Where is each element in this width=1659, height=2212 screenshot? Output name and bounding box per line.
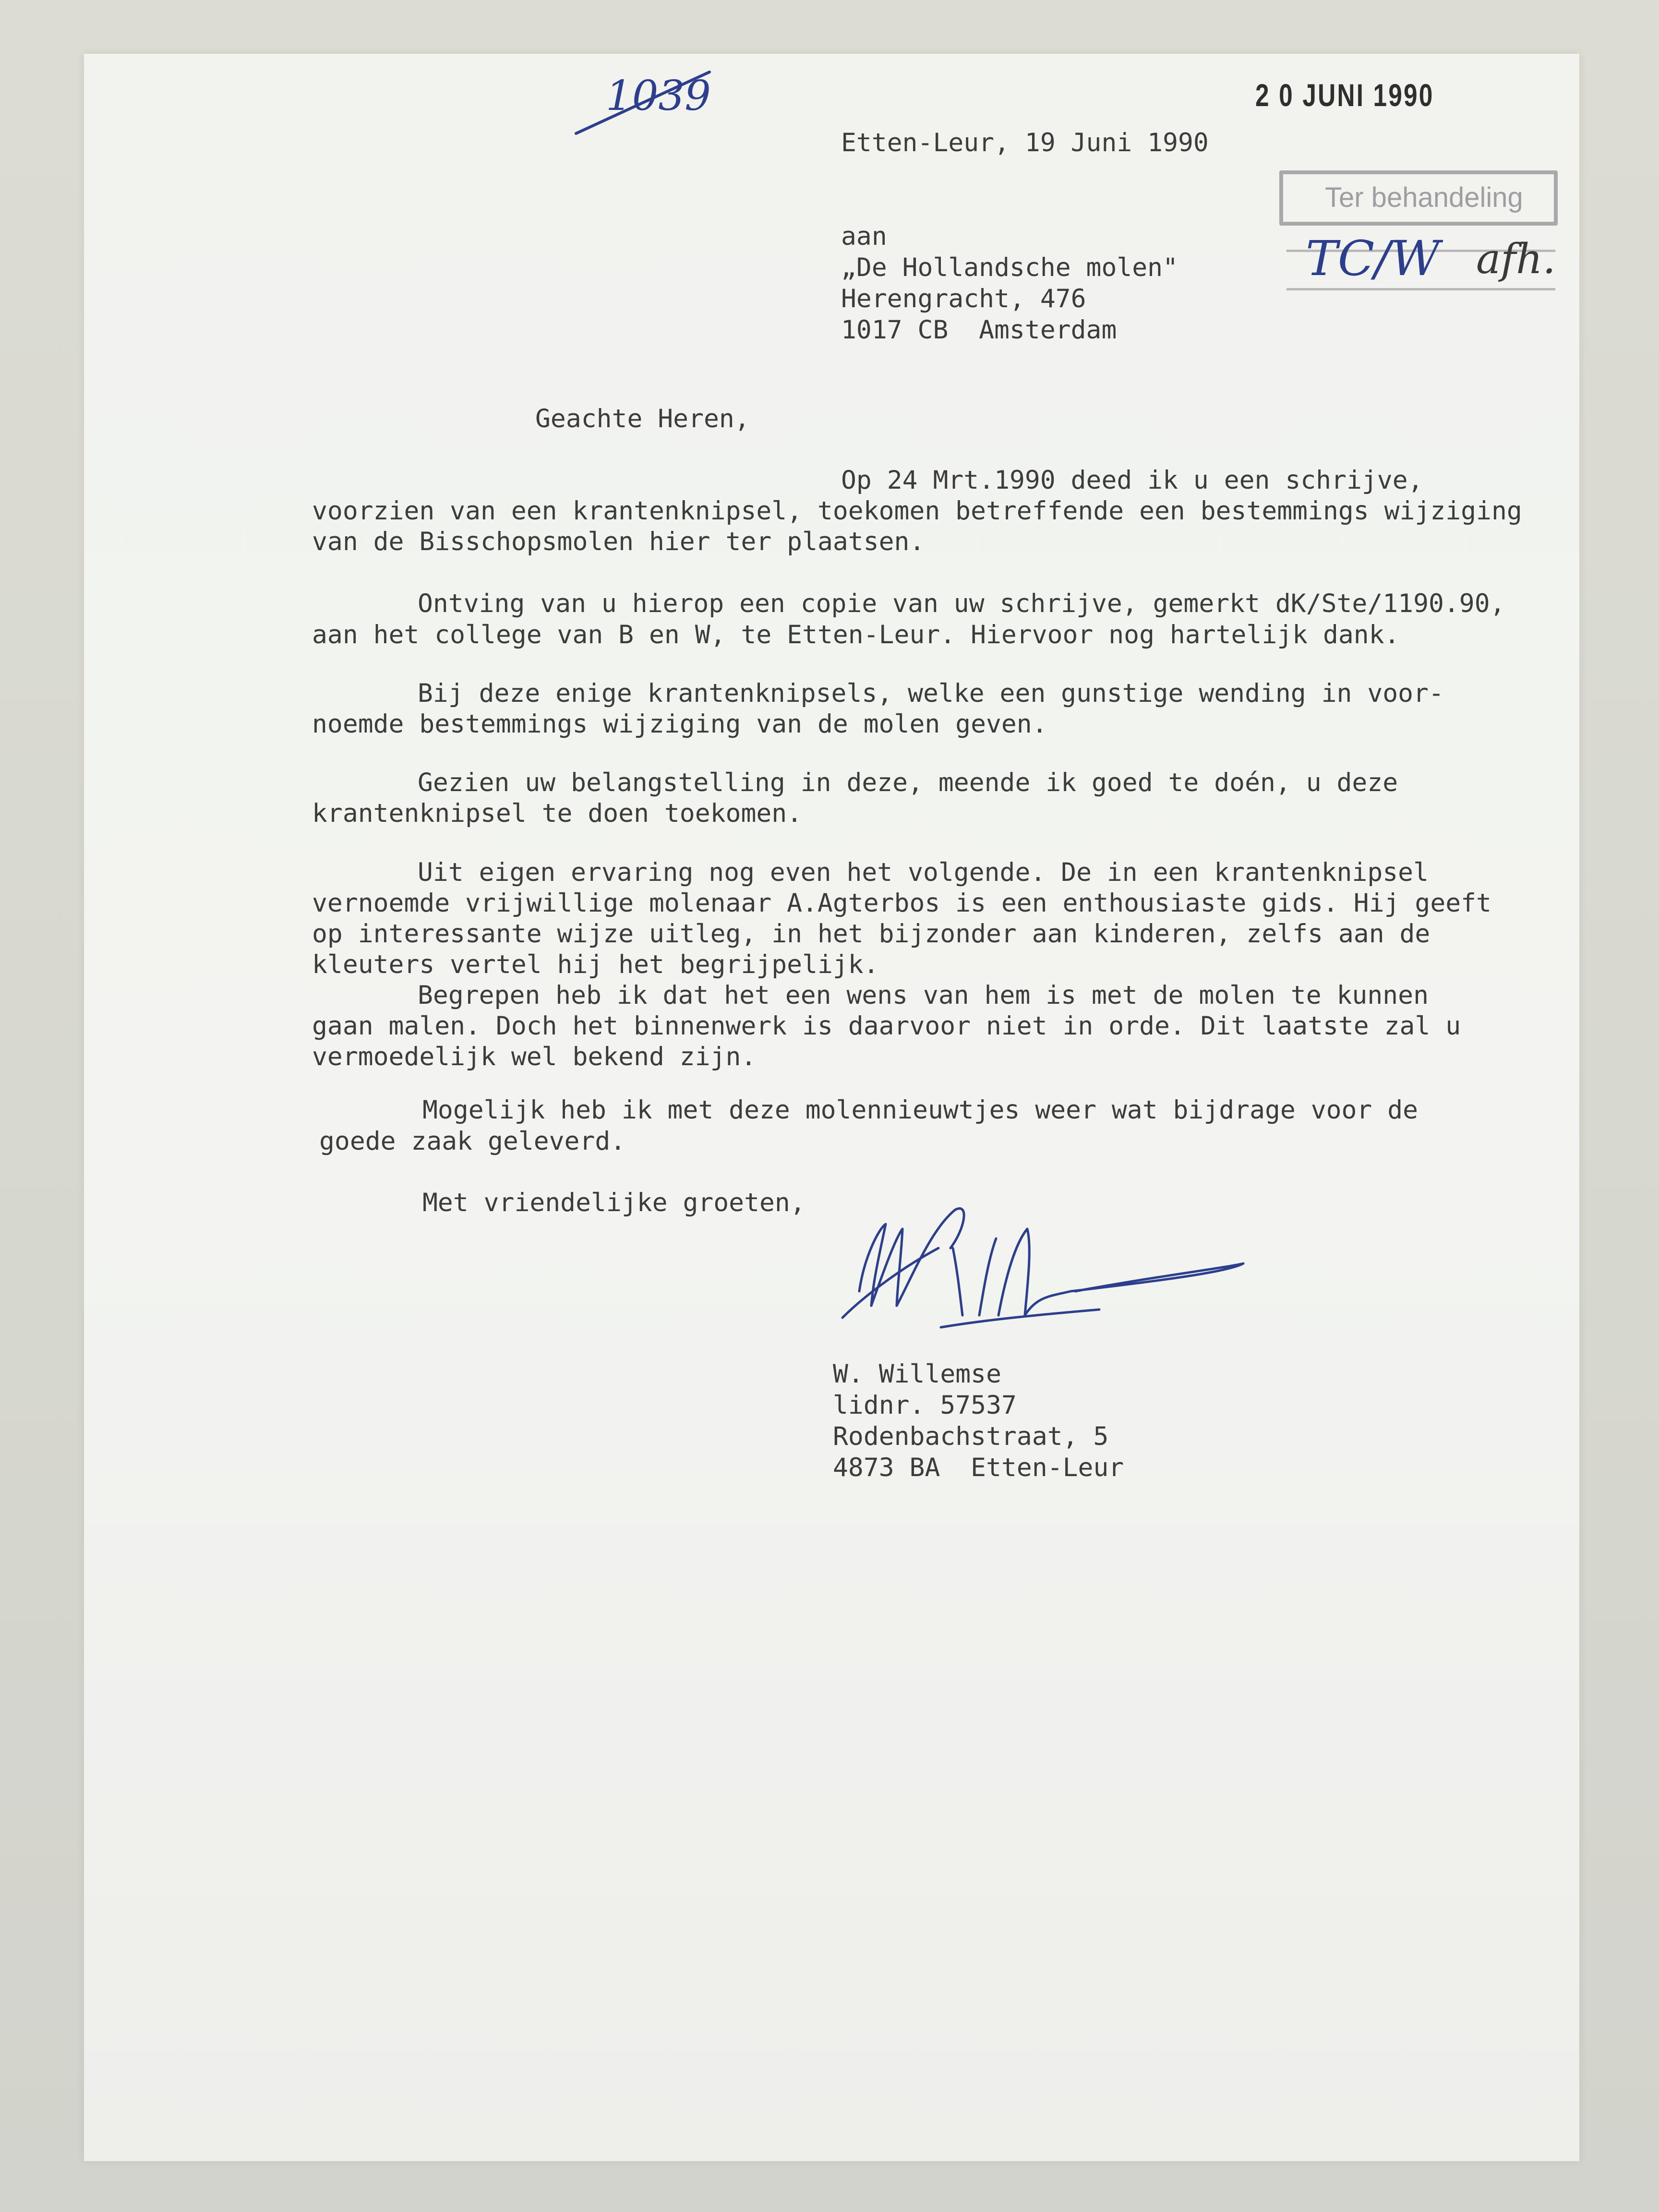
signer-street: Rodenbachstraat, 5 — [833, 1422, 1109, 1451]
place-date: Etten-Leur, 19 Juni 1990 — [841, 128, 1209, 157]
paragraph-1-line-1: Op 24 Mrt.1990 deed ik u een schrijve, — [841, 466, 1423, 495]
paragraph-2-line-2: aan het college van B en W, te Etten-Leur. Hiervoor nog hartelijk dank. — [312, 620, 1400, 649]
handling-stamp-rule-2 — [1286, 288, 1555, 290]
handwritten-ref-number: 1039 — [606, 72, 711, 120]
paragraph-5-line-3: op interessante wijze uitleg, in het bijzonder aan kinderen, zelfs aan de — [312, 919, 1431, 949]
paragraph-3-line-1: Bij deze enige krantenknipsels, welke een gunstige wending in voor- — [418, 679, 1444, 708]
received-date-stamp: 2 0 JUNI 1990 — [1255, 77, 1434, 113]
signer-name: W. Willemse — [833, 1359, 1001, 1389]
recipient-street: Herengracht, 476 — [841, 284, 1086, 313]
signer-city: 4873 BA Etten-Leur — [833, 1453, 1124, 1482]
handling-stamp-label: Ter behandeling — [1325, 182, 1523, 213]
handling-stamp-initials: TC/W — [1306, 230, 1440, 287]
paragraph-3-line-2: noemde bestemmings wijziging van de molen geven. — [312, 709, 1047, 739]
paragraph-5-line-4: kleuters vertel hij het begrijpelijk. — [312, 950, 879, 979]
paragraph-6-line-1: Mogelijk heb ik met deze molennieuwtjes weer wat bijdrage voor de — [422, 1095, 1419, 1125]
paragraph-5-line-1: Uit eigen ervaring nog even het volgende. De in een krantenknipsel — [418, 858, 1429, 887]
recipient-name: „De Hollandsche molen" — [841, 253, 1178, 282]
paragraph-5-line-6: gaan malen. Doch het binnenwerk is daarvoor niet in orde. Dit laatste zal u — [312, 1011, 1461, 1041]
paragraph-4-line-1: Gezien uw belangstelling in deze, meende ik goed te doén, u deze — [418, 768, 1398, 797]
paragraph-1-line-3: van de Bisschopsmolen hier ter plaatsen. — [312, 527, 925, 556]
paragraph-5-line-7: vermoedelijk wel bekend zijn. — [312, 1042, 757, 1071]
paragraph-4-line-2: krantenknipsel te doen toekomen. — [312, 799, 803, 828]
recipient-city: 1017 CB Amsterdam — [841, 315, 1117, 345]
closing: Met vriendelijke groeten, — [422, 1188, 805, 1217]
handling-stamp-note: afh. — [1476, 235, 1556, 283]
paragraph-5-line-5: Begrepen heb ik dat het een wens van hem is met de molen te kunnen — [418, 981, 1429, 1010]
recipient-to: aan — [841, 222, 887, 251]
paragraph-1-line-2: voorzien van een krantenknipsel, toekomen betreffende een bestemmings wijziging — [312, 496, 1522, 526]
paragraph-5-line-2: vernoemde vrijwillige molenaar A.Agterbos is een enthousiaste gids. Hij geeft — [312, 889, 1491, 918]
salutation: Geachte Heren, — [535, 404, 750, 433]
paragraph-2-line-1: Ontving van u hierop een copie van uw schrijve, gemerkt dK/Ste/1190.90, — [418, 589, 1505, 618]
signer-member-number: lidnr. 57537 — [833, 1391, 1017, 1420]
paragraph-6-line-2: goede zaak geleverd. — [319, 1127, 626, 1156]
